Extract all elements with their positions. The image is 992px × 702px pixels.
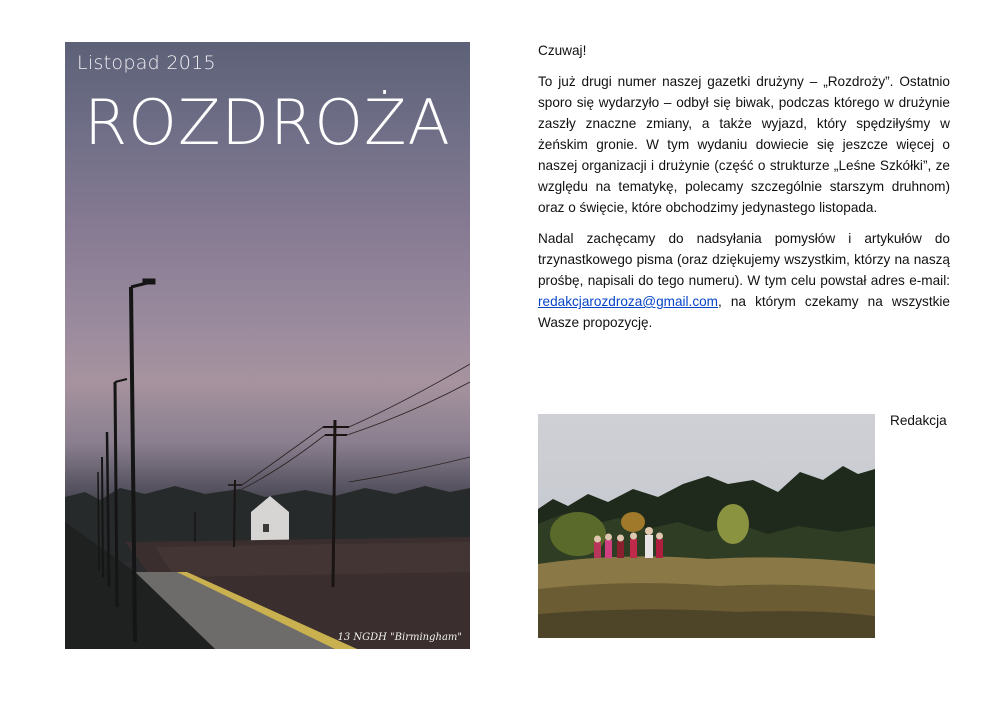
cover-credit: 13 NGDH "Birmingham" xyxy=(337,632,462,643)
paragraph-intro: To już drugi numer naszej gazetki drużyny – „Rozdroży”. Ostatnio sporo się wydarzyło – odbył się biwak, podczas którego w drużynie zaszły znaczne zmiany, a także wyjazd, który spędziłyśmy w żeńskim gronie. W tym wydaniu dowiecie się jeszcze więcej o naszej organizacji i drużynie (część o strukturze „Leśne Szkółki”, ze względu na tematykę, polecamy szczególnie starszym druhnom) oraz o święcie, które obchodzimy jedynastego listopada. xyxy=(538,74,950,215)
paragraph-invitation xyxy=(538,228,950,333)
email-link[interactable]: redakcjarozdroza@gmail.com xyxy=(538,294,719,309)
power-lines xyxy=(242,364,470,489)
greeting: Czuwaj! xyxy=(538,43,587,58)
group-photo xyxy=(538,414,875,638)
invitation-text: Nadal zachęcamy do nadsyłania pomysłów i artykułów do trzynastkowego pisma (oraz dziękujemy wszystkim, którzy na naszą prośbę, napisali do tego numeru). W tym celu powstał adres e-mail: xyxy=(538,231,950,288)
invitation-text-end: , na którym czekamy na wszystkie Wasze propozycję. xyxy=(538,294,950,330)
hike-scene xyxy=(538,414,875,638)
signature: Redakcja xyxy=(890,413,947,428)
magazine-cover xyxy=(65,42,470,649)
editorial-text xyxy=(538,40,950,343)
cover-issue-date: Listopad 2015 xyxy=(77,52,216,74)
cover-title: ROZDROŻA xyxy=(84,86,451,159)
